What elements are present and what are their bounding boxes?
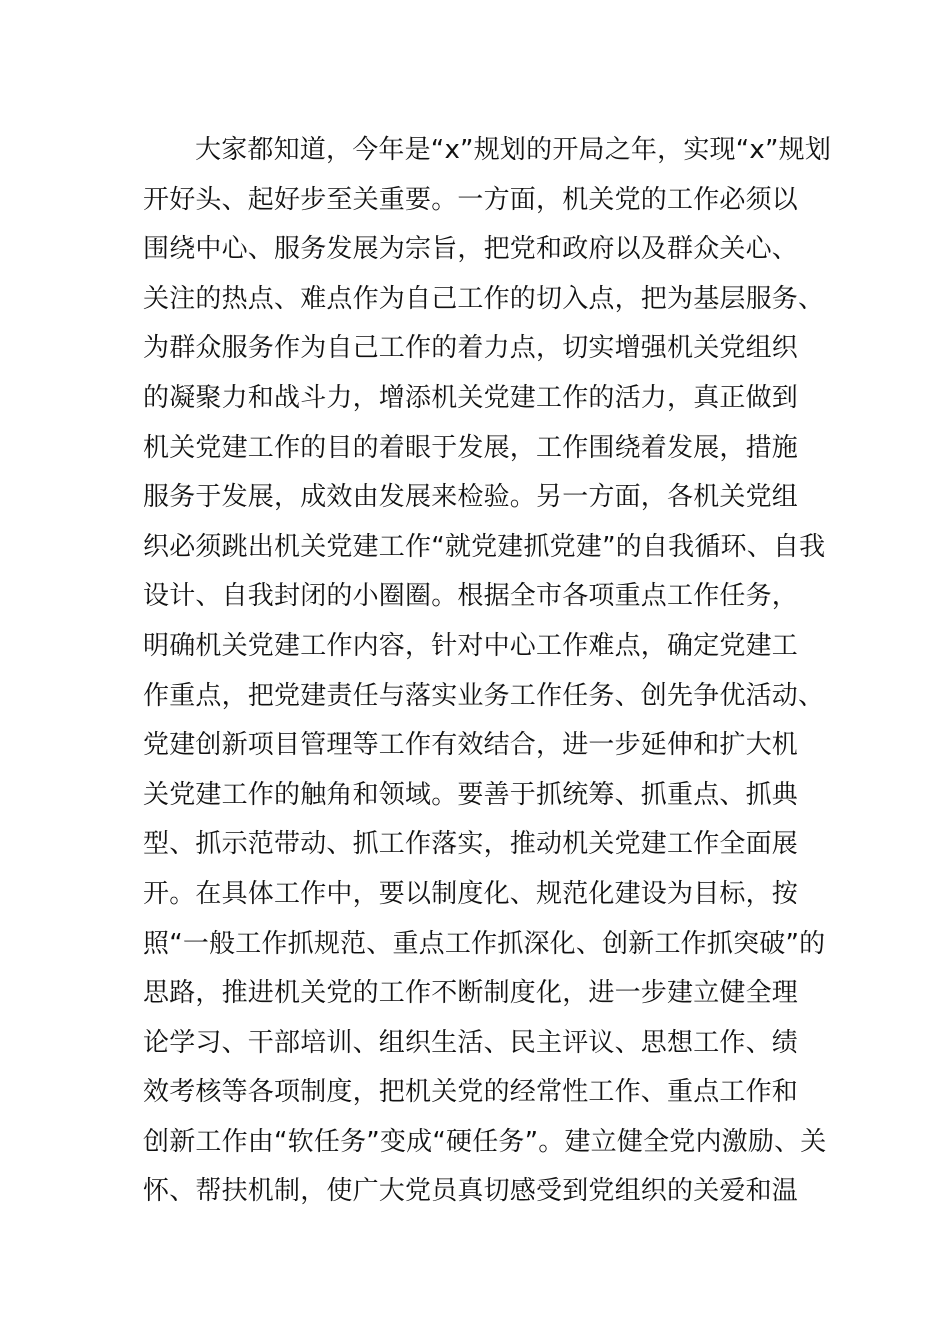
text-line: 关党建工作的触角和领域。要善于抓统筹、抓重点、抓典 <box>143 779 799 810</box>
text-line: 的凝聚力和战斗力，增添机关党建工作的活力，真正做到 <box>143 382 799 413</box>
text-line: 设计、自我封闭的小圈圈。根据全市各项重点工作任务， <box>143 581 799 612</box>
text-line: 效考核等各项制度，把机关党的经常性工作、重点工作和 <box>143 1077 799 1108</box>
text-line: 织必须跳出机关党建工作“就党建抓党建”的自我循环、自我 <box>143 531 826 562</box>
text-line: 明确机关党建工作内容，针对中心工作难点，确定党建工 <box>143 630 799 661</box>
text-line: 创新工作由“软任务”变成“硬任务”。建立健全党内激励、关 <box>143 1126 827 1157</box>
text-line: 开。在具体工作中，要以制度化、规范化建设为目标，按 <box>143 878 799 909</box>
text-line: 关注的热点、难点作为自己工作的切入点，把为基层服务、 <box>143 283 825 314</box>
text-line: 思路，推进机关党的工作不断制度化，进一步建立健全理 <box>143 978 799 1009</box>
text-line: 机关党建工作的目的着眼于发展，工作围绕着发展，措施 <box>143 432 799 463</box>
text-line: 论学习、干部培训、组织生活、民主评议、思想工作、绩 <box>143 1027 799 1058</box>
body-paragraph <box>143 126 832 1217</box>
text-line: 怀、帮扶机制，使广大党员真切感受到党组织的关爱和温 <box>143 1176 799 1207</box>
text-line: 服务于发展，成效由发展来检验。另一方面，各机关党组 <box>143 482 799 513</box>
text-line: 围绕中心、服务发展为宗旨，把党和政府以及群众关心、 <box>143 234 799 265</box>
text-line: 党建创新项目管理等工作有效结合，进一步延伸和扩大机 <box>143 730 799 761</box>
text-line: 照“一般工作抓规范、重点工作抓深化、创新工作抓突破”的 <box>143 928 826 959</box>
text-line: 大家都知道，今年是“x”规划的开局之年，实现“x”规划 <box>195 135 832 165</box>
text-line: 为群众服务作为自己工作的着力点，切实增强机关党组织 <box>143 333 799 364</box>
text-line: 开好头、起好步至关重要。一方面，机关党的工作必须以 <box>143 184 799 215</box>
text-line: 作重点，把党建责任与落实业务工作任务、创先争优活动、 <box>143 680 825 711</box>
text-line: 型、抓示范带动、抓工作落实，推动机关党建工作全面展 <box>143 829 799 860</box>
